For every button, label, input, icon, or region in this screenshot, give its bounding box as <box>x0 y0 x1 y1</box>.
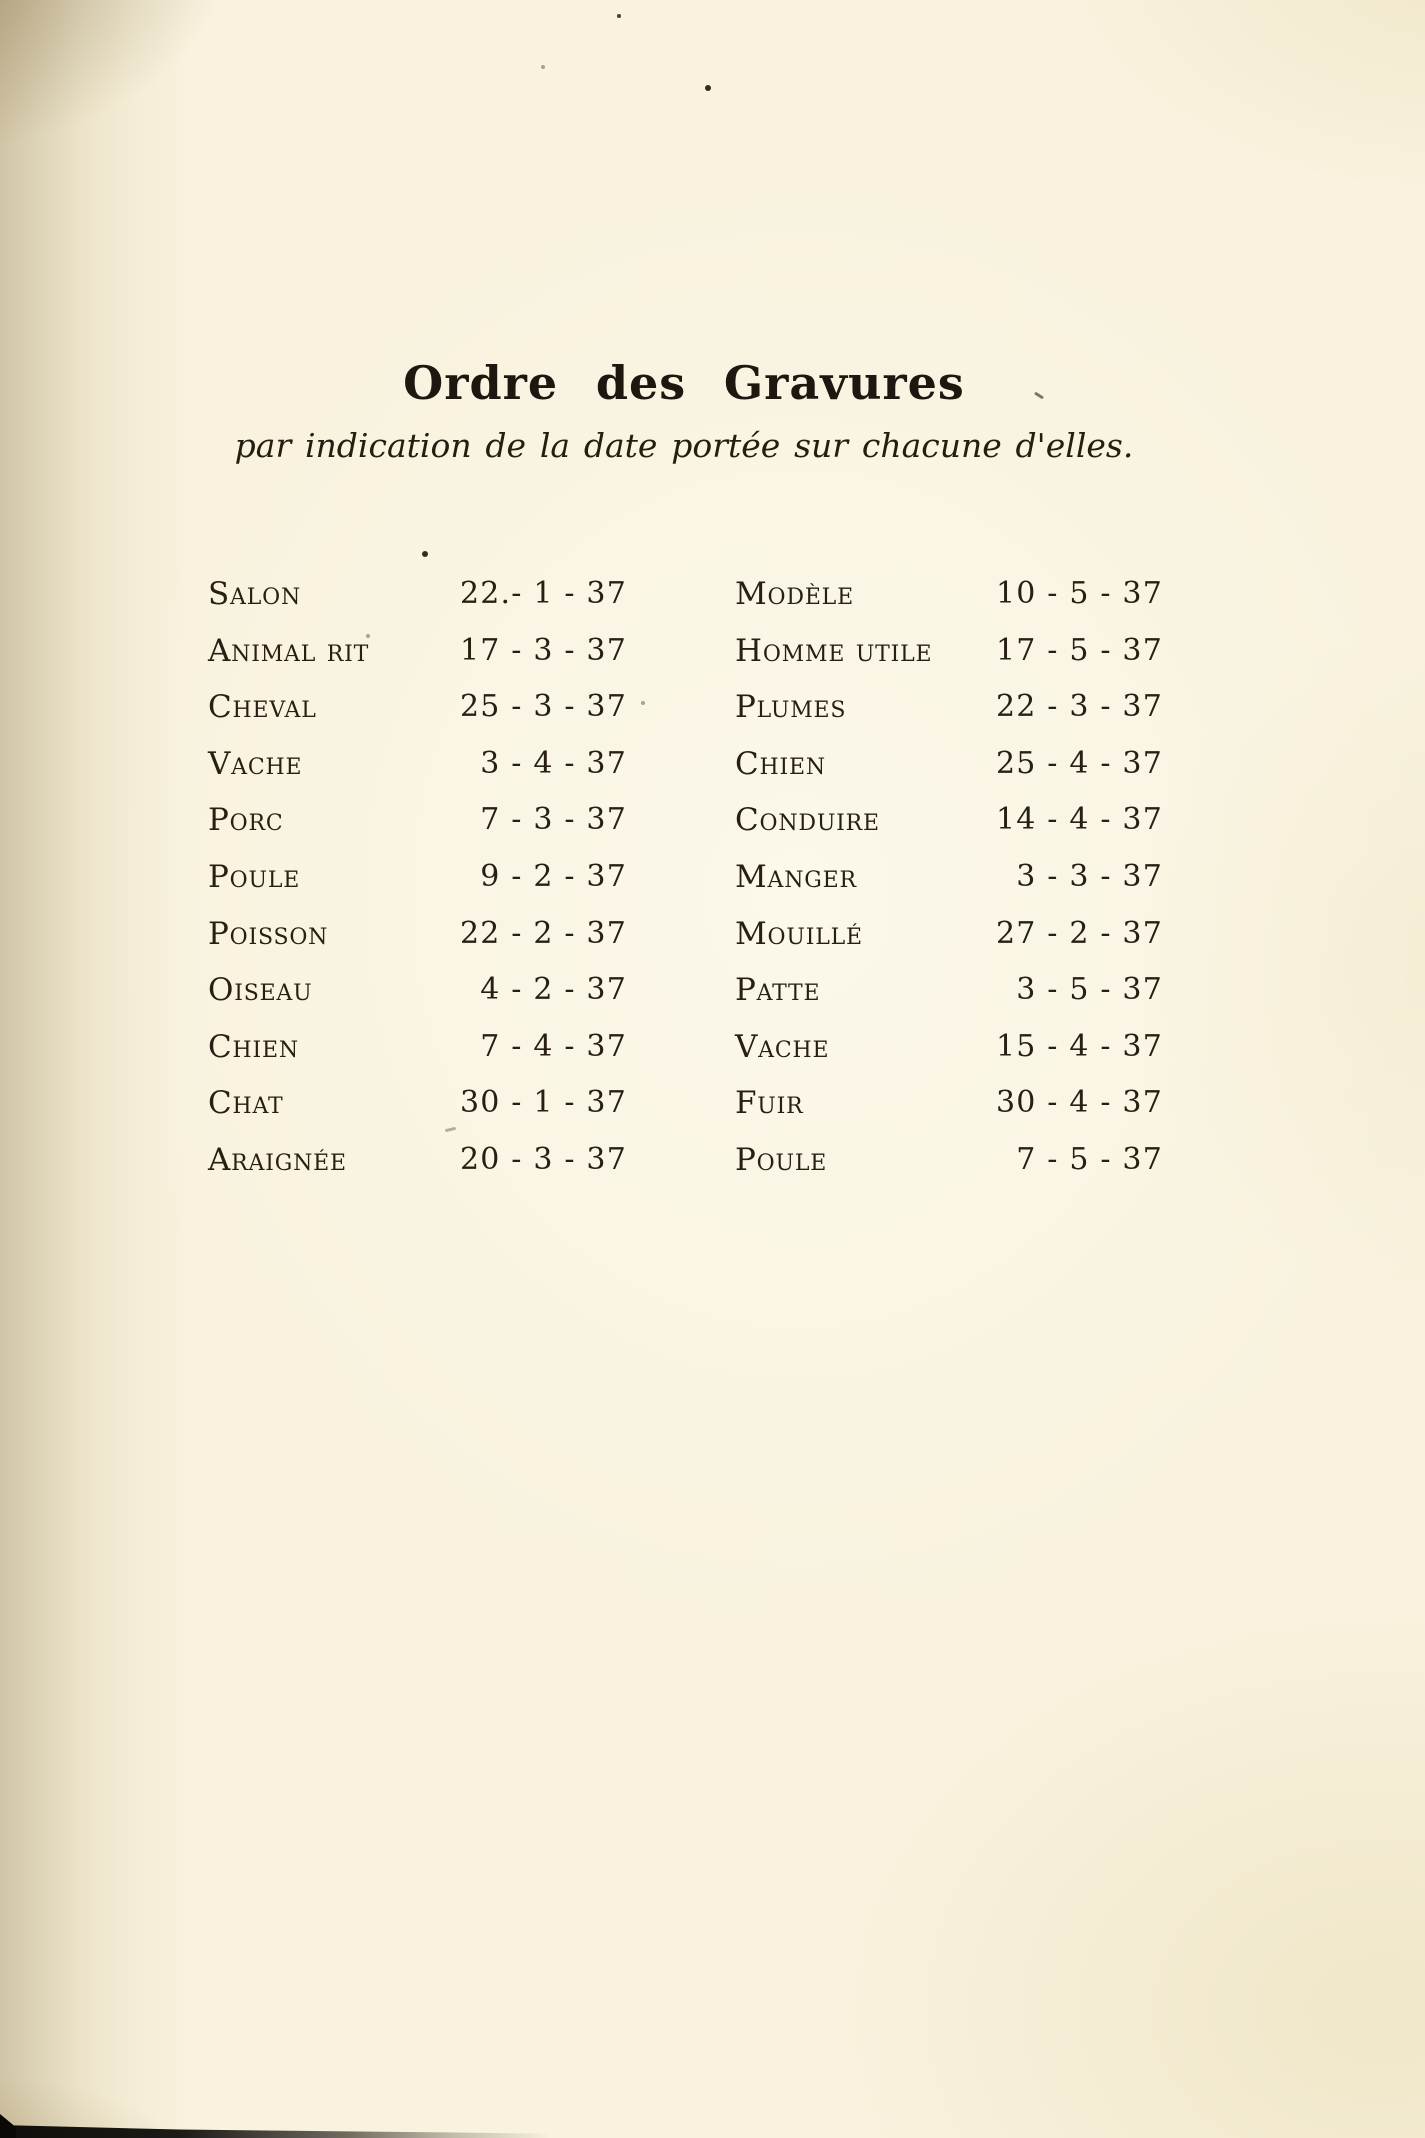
table-row <box>208 1075 1168 1132</box>
gravure-label: Chien <box>735 745 826 782</box>
gravure-date: 17 - 5 - 37 <box>995 632 1163 668</box>
scan-edge-shadow <box>0 2125 600 2138</box>
gravure-date: 3 - 4 - 37 <box>480 745 627 781</box>
gravure-date: 22 - 2 - 37 <box>459 915 627 951</box>
gravure-date: 14 - 4 - 37 <box>995 802 1163 838</box>
gravure-label: Mouillé <box>735 915 863 952</box>
gravure-date: 25 - 3 - 37 <box>459 689 627 725</box>
gravures-list <box>208 566 1168 1189</box>
paper-speck <box>617 14 621 18</box>
gravure-label: Cheval <box>208 689 317 726</box>
gravure-date: 15 - 4 - 37 <box>995 1028 1163 1064</box>
gravure-label: Poisson <box>208 915 329 952</box>
table-row <box>208 679 1168 736</box>
page-subtitle: par indication de la date portée sur chacune d'elles. <box>234 426 1134 465</box>
gravure-label: Patte <box>735 972 821 1009</box>
gravure-label: Vache <box>735 1028 830 1065</box>
gravure-date: 30 - 4 - 37 <box>995 1085 1163 1121</box>
gravure-label: Animal rit <box>208 632 370 669</box>
gravure-label: Modèle <box>735 576 854 612</box>
gravure-label: Chien <box>208 1028 299 1065</box>
paper-speck <box>422 551 428 557</box>
gravure-label: Manger <box>735 858 857 895</box>
gravure-date: 7 - 5 - 37 <box>1016 1141 1163 1177</box>
scan-corner-shadow <box>0 2114 16 2138</box>
table-row <box>208 736 1168 793</box>
table-row <box>208 906 1168 963</box>
table-row <box>208 1132 1168 1189</box>
table-row <box>208 1019 1168 1076</box>
gravure-label: Araignée <box>208 1141 347 1178</box>
paper-speck <box>541 65 545 69</box>
table-row <box>208 792 1168 849</box>
gravure-date: 20 - 3 - 37 <box>459 1141 627 1177</box>
gravure-label: Chat <box>208 1085 284 1122</box>
paper-speck <box>366 634 370 638</box>
gravure-date: 30 - 1 - 37 <box>459 1085 627 1121</box>
gravure-label: Fuir <box>735 1085 804 1122</box>
gravure-label: Plumes <box>735 689 847 726</box>
page-title: Ordre des Gravures <box>403 356 965 410</box>
paper-speck <box>641 701 645 705</box>
gravure-label: Porc <box>208 802 284 839</box>
gravure-date: 3 - 3 - 37 <box>1016 858 1163 894</box>
paper-speck <box>705 85 711 91</box>
gravure-label: Homme utile <box>735 632 933 669</box>
gravure-date: 4 - 2 - 37 <box>480 972 627 1008</box>
gravure-date: 7 - 4 - 37 <box>480 1028 627 1064</box>
gravure-date: 3 - 5 - 37 <box>1016 972 1163 1008</box>
gravure-date: 22.- 1 - 37 <box>459 576 627 611</box>
gravure-label: Salon <box>208 576 302 612</box>
table-row <box>208 962 1168 1019</box>
gravure-date: 22 - 3 - 37 <box>995 689 1163 725</box>
gravure-date: 27 - 2 - 37 <box>995 915 1163 951</box>
gravure-date: 25 - 4 - 37 <box>995 745 1163 781</box>
gravure-label: Poule <box>208 858 301 895</box>
gravure-label: Oiseau <box>208 972 313 1009</box>
gravure-date: 10 - 5 - 37 <box>995 576 1163 611</box>
gravure-date: 9 - 2 - 37 <box>480 858 627 894</box>
gravure-label: Conduire <box>735 802 880 839</box>
gravure-date: 17 - 3 - 37 <box>459 632 627 668</box>
table-row <box>208 566 1168 623</box>
gravure-label: Poule <box>735 1141 828 1178</box>
gravure-label: Vache <box>208 745 303 782</box>
gravure-date: 7 - 3 - 37 <box>480 802 627 838</box>
table-row <box>208 623 1168 680</box>
table-row <box>208 849 1168 906</box>
